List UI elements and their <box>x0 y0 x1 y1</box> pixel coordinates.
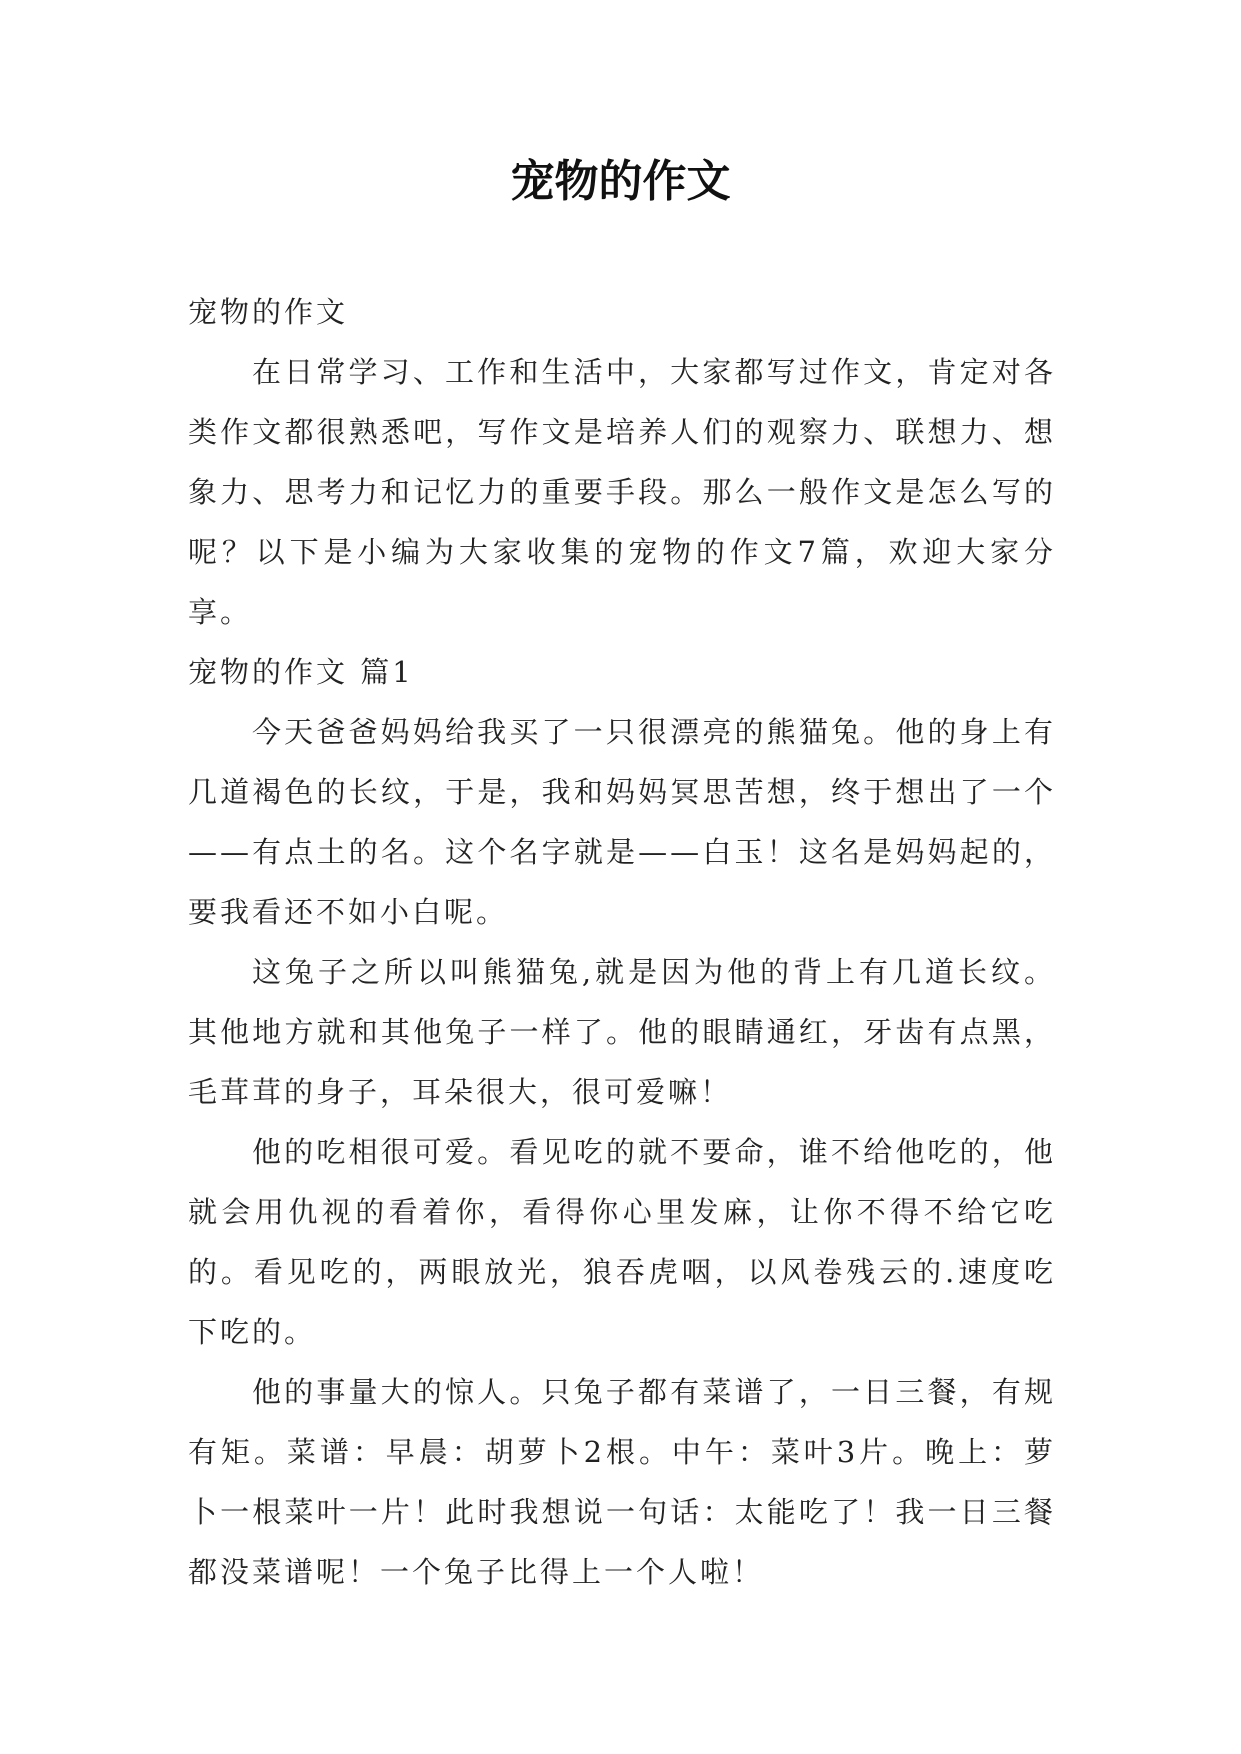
document-title: 宠物的作文 <box>510 156 731 207</box>
paragraph-3: 他的吃相很可爱。看见吃的就不要命，谁不给他吃的，他就会用仇视的看着你，看得你心里发麻，让你不得不给它吃的。看见吃的，两眼放光，狼吞虎咽，以风卷残云的.速度吃下吃的。 <box>188 1135 1056 1349</box>
paragraph-4: 他的事量大的惊人。只兔子都有菜谱了，一日三餐，有规有矩。菜谱：早晨：胡萝卜2根。中午：菜叶3片。晚上：萝卜一根菜叶一片！此时我想说一句话：太能吃了！我一日三餐都没菜谱呢！一个兔子比得上一个人啦！ <box>188 1375 1056 1589</box>
paragraph-1: 今天爸爸妈妈给我买了一只很漂亮的熊猫兔。他的身上有几道褐色的长纹，于是，我和妈妈冥思苦想，终于想出了一个——有点土的名。这个名字就是——白玉！这名是妈妈起的，要我看还不如小白呢。 <box>188 715 1056 929</box>
section-heading: 宠物的作文 篇1 <box>188 655 414 689</box>
intro-paragraph: 在日常学习、工作和生活中，大家都写过作文，肯定对各类作文都很熟悉吧，写作文是培养人们的观察力、联想力、想象力、思考力和记忆力的重要手段。那么一般作文是怎么写的呢？以下是小编为大家收集的宠物的作文7篇，欢迎大家分享。 <box>188 355 1056 629</box>
subtitle: 宠物的作文 <box>188 295 349 329</box>
paragraph-2: 这兔子之所以叫熊猫兔,就是因为他的背上有几道长纹。其他地方就和其他兔子一样了。他的眼睛通红，牙齿有点黑，毛茸茸的身子，耳朵很大，很可爱嘛！ <box>188 955 1056 1109</box>
document-body <box>188 282 1056 1602</box>
